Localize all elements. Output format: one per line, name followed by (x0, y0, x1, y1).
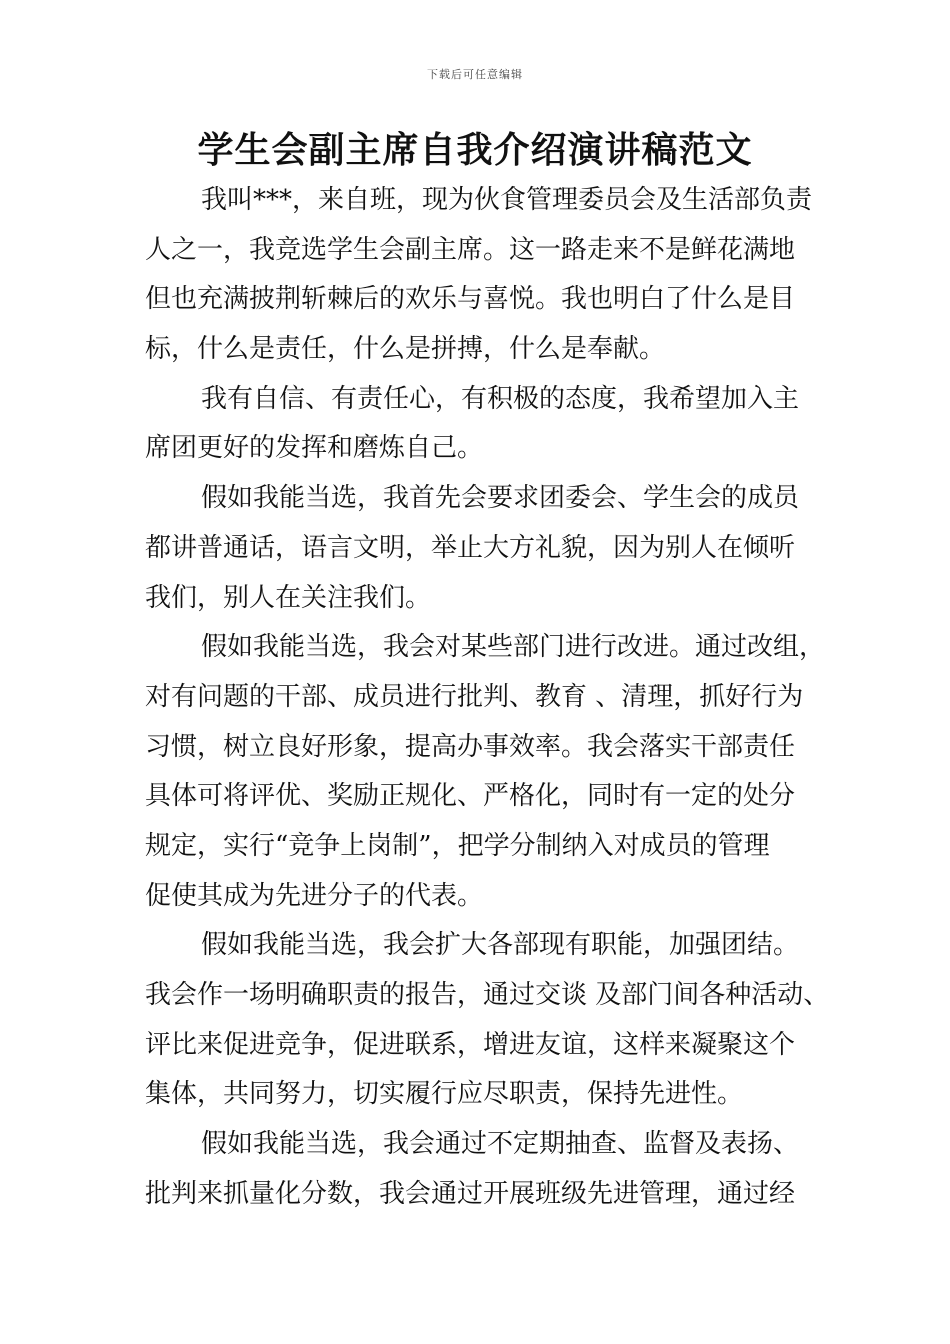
text-line: 假如我能当选，我会通过不定期抽查、监督及表扬、 (201, 1129, 800, 1160)
document-body (145, 176, 830, 1219)
text-line: 假如我能当选，我会对某些部门进行改进。通过改组， (201, 632, 826, 663)
text-line: 人之一，我竞选学生会副主席。这一路走来不是鲜花满地 (145, 234, 796, 265)
text-line: 假如我能当选，我会扩大各部现有职能，加强团结。 (201, 930, 800, 961)
text-line: 具体可将评优、奖励正规化、严格化，同时有一定的处分 (145, 781, 796, 812)
text-line: 习惯，树立良好形象，提高办事效率。我会落实干部责任 (145, 731, 796, 762)
text-line: 但也充满披荆斩棘后的欢乐与喜悦。我也明白了什么是目 (145, 284, 796, 315)
text-line: 规定，实行“竞争上岗制”，把学分制纳入对成员的管理 (145, 830, 770, 861)
text-line: 批判来抓量化分数，我会通过开展班级先进管理，通过经 (145, 1178, 796, 1209)
header-note: 下载后可任意编辑 (427, 68, 523, 81)
text-line: 标，什么是责任，什么是拼搏，什么是奉献。 (145, 334, 666, 365)
document-title: 学生会副主席自我介绍演讲稿范文 (197, 129, 753, 171)
text-line: 都讲普通话，语言文明，举止大方礼貌，因为别人在倾听 (145, 532, 796, 563)
text-line: 评比来促进竞争，促进联系，增进友谊，这样来凝聚这个 (145, 1029, 796, 1060)
text-line: 我有自信、有责任心，有积极的态度，我希望加入主 (201, 383, 800, 414)
text-line: 假如我能当选，我首先会要求团委会、学生会的成员 (201, 483, 800, 514)
text-line: 我会作一场明确职责的报告，通过交谈 及部门间各种活动、 (145, 980, 830, 1010)
text-line: 我叫***，来自班，现为伙食管理委员会及生活部负责 (201, 185, 813, 215)
text-line: 促使其成为先进分子的代表。 (145, 880, 484, 911)
text-line: 对有问题的干部、成员进行批判、教育 、清理，抓好行为 (145, 681, 804, 712)
text-line: 席团更好的发挥和磨炼自己。 (145, 433, 484, 464)
text-line: 集体，共同努力，切实履行应尽职责，保持先进性。 (145, 1079, 744, 1110)
text-line: 我们，别人在关注我们。 (145, 582, 432, 613)
